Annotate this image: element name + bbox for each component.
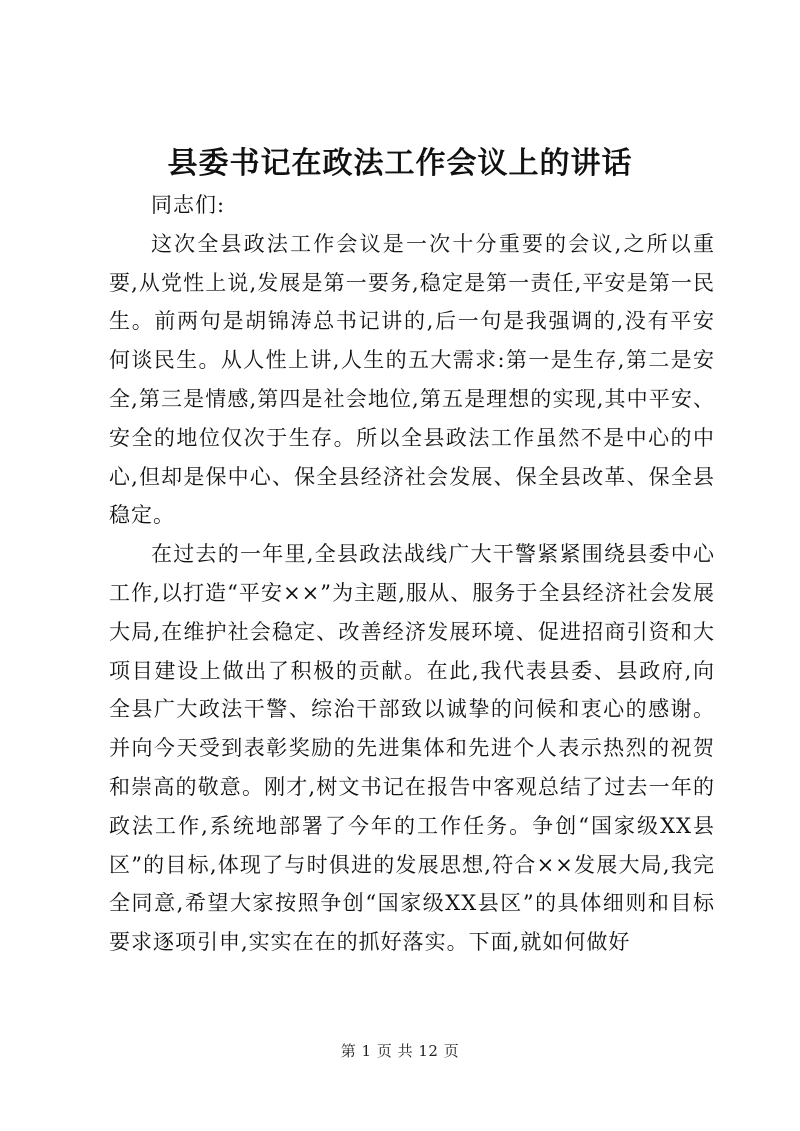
paragraph-2: 在过去的一年里,全县政法战线广大干警紧紧围绕县委中心工作,以打造“平安××”为主题,服从、服务于全县经济社会发展大局,在维护社会稳定、改善经济发展环境、促进招商引资和大项目建设上做出了积极的贡献。在此,我代表县委、县政府,向全县广大政法干警、综治干部致以诚挚的问候和衷心的感谢。并向今天受到表彰奖励的先进集体和先进个人表示热烈的祝贺和崇高的敬意。刚才,树文书记在报告中客观总结了过去一年的政法工作,系统地部署了今年的工作任务。争创“国家级XX县区”的目标,体现了与时俱进的发展思想,符合××发展大局,我完全同意,希望大家按照争创“国家级XX县区”的具体细则和目标要求逐项引申,实实在在的抓好落实。下面,就如何做好 <box>109 542 715 955</box>
salutation: 同志们: <box>151 193 226 217</box>
document-body <box>109 186 715 962</box>
paragraph-1: 这次全县政法工作会议是一次十分重要的会议,之所以重要,从党性上说,发展是第一要务,稳定是第一责任,平安是第一民生。前两句是胡锦涛总书记讲的,后一句是我强调的,没有平安何谈民生。从人性上讲,人生的五大需求:第一是生存,第二是安全,第三是情感,第四是社会地位,第五是理想的实现,其中平安、安全的地位仅次于生存。所以全县政法工作虽然不是中心的中心,但却是保中心、保全县经济社会发展、保全县改革、保全县稳定。 <box>109 231 715 528</box>
document-title: 县委书记在政法工作会议上的讲话 <box>167 146 633 181</box>
page-number-footer: 第 1 页 共 12 页 <box>340 1042 460 1060</box>
